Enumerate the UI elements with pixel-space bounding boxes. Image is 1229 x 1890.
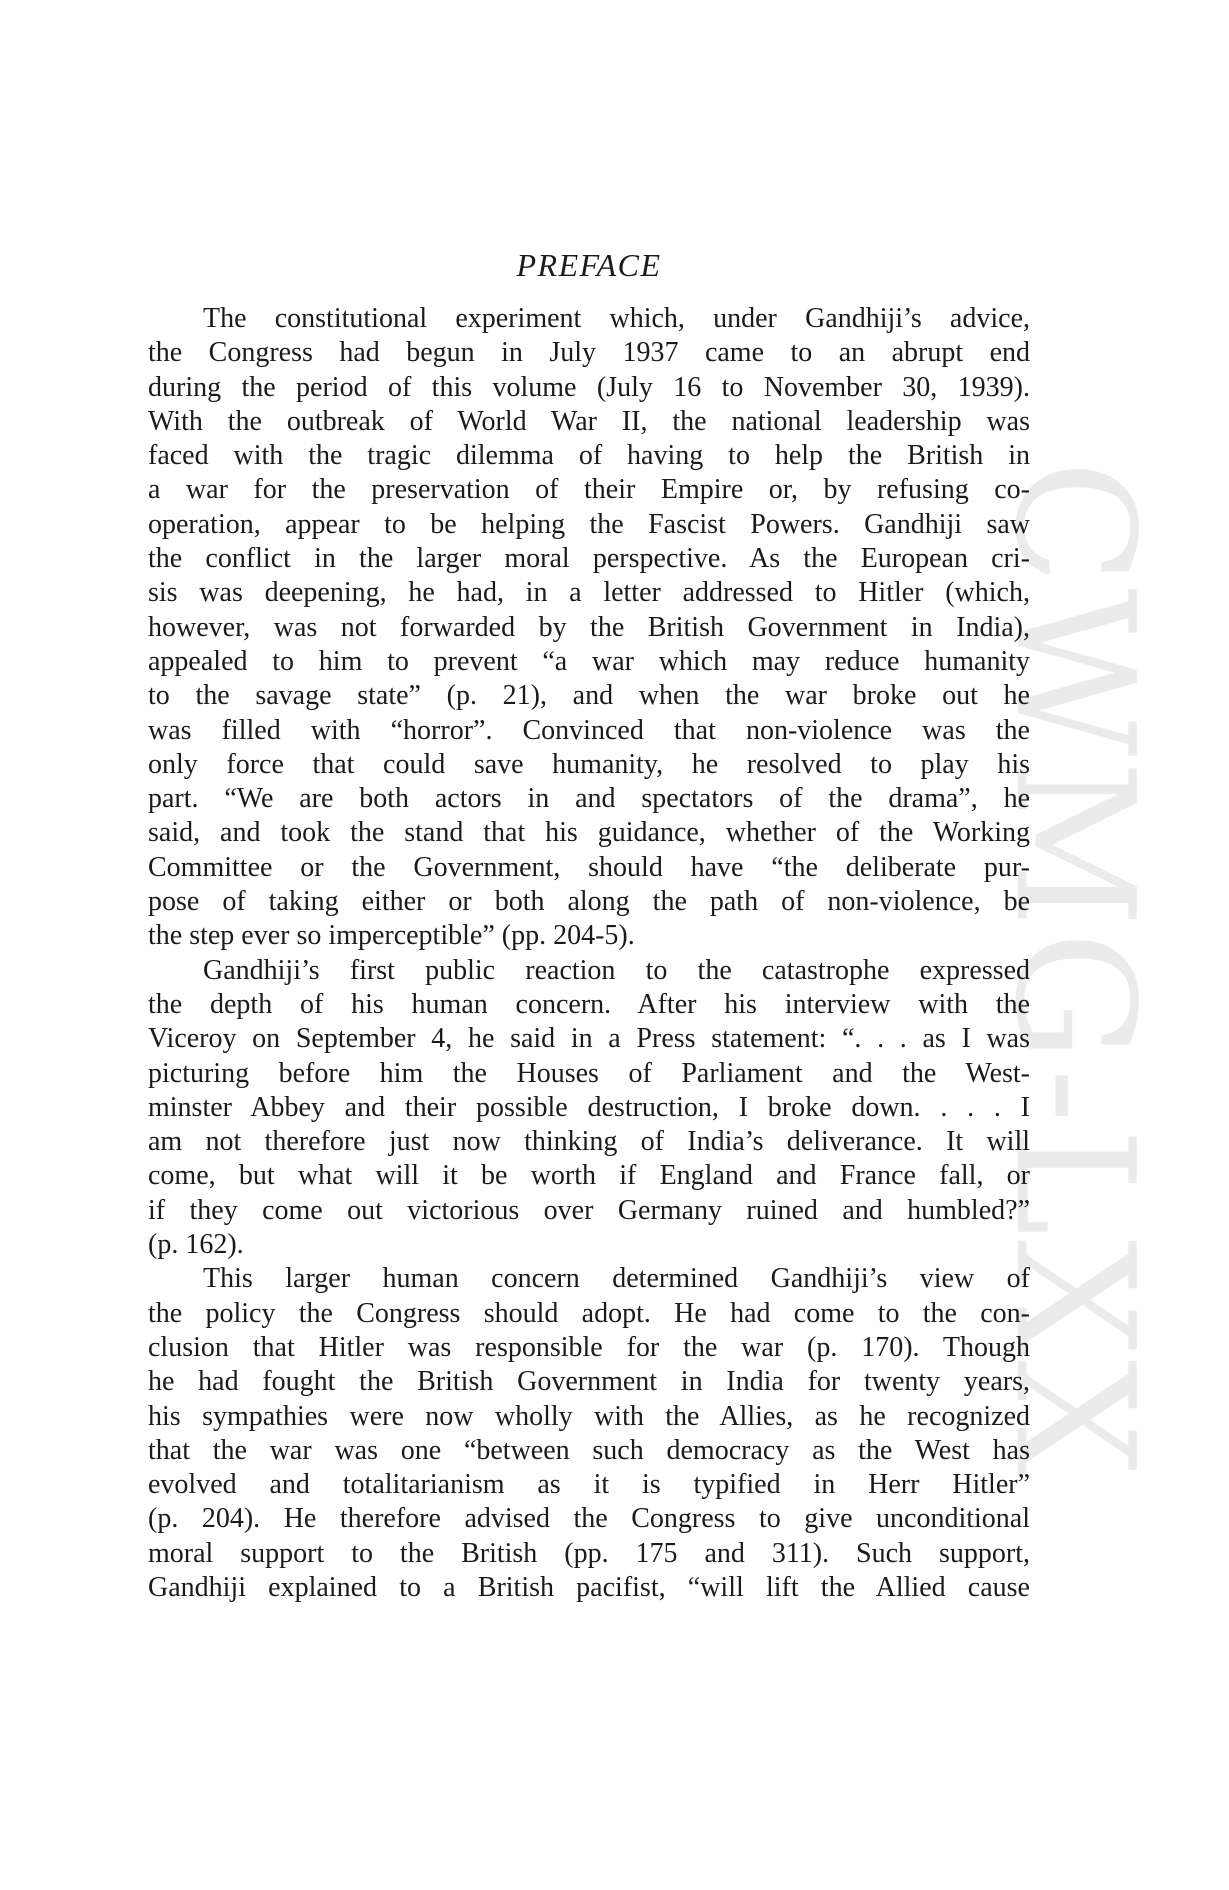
text-line: the step ever so imperceptible” (pp. 204-5). [148, 920, 635, 952]
preface-text [148, 302, 1030, 1605]
text-line: only force that could save humanity, he resolved to play his [148, 748, 1030, 780]
text-line: the policy the Congress should adopt. He had come to the con- [148, 1297, 1030, 1329]
text-line: faced with the tragic dilemma of having to help the British in [148, 440, 1030, 472]
text-line: a war for the preservation of their Empire or, by refusing co- [148, 474, 1030, 506]
text-line: to the savage state” (p. 21), and when the war broke out he [148, 680, 1030, 712]
paragraph [148, 302, 1030, 954]
text-line: am not therefore just now thinking of India’s deliverance. It will [148, 1126, 1030, 1158]
text-line: part. “We are both actors in and spectators of the drama”, he [148, 783, 1030, 815]
text-line: during the period of this volume (July 16 to November 30, 1939). [148, 371, 1030, 403]
text-line: Viceroy on September 4, he said in a Press statement: “. . . as I was [148, 1023, 1030, 1055]
text-line: appealed to him to prevent “a war which may reduce humanity [148, 645, 1030, 677]
text-line: minster Abbey and their possible destruction, I broke down. . . . I [148, 1091, 1030, 1123]
text-line: sis was deepening, he had, in a letter addressed to Hitler (which, [148, 577, 1030, 609]
text-line: Gandhiji explained to a British pacifist, “will lift the Allied cause [148, 1571, 1030, 1603]
paragraph [148, 954, 1030, 1263]
text-line: This larger human concern determined Gandhiji’s view of [203, 1263, 1030, 1295]
text-line: pose of taking either or both along the path of non-violence, be [148, 886, 1030, 918]
text-line: evolved and totalitarianism as it is typified in Herr Hitler” [148, 1469, 1030, 1501]
text-line: that the war was one “between such democracy as the West has [148, 1434, 1030, 1466]
text-line: the Congress had begun in July 1937 came to an abrupt end [148, 337, 1030, 369]
text-line: Gandhiji’s first public reaction to the catastrophe expressed [203, 954, 1030, 986]
volume-watermark: CWMG-LXX [979, 460, 1168, 1480]
text-line: however, was not forwarded by the British Government in India), [148, 611, 1030, 643]
page-title: PREFACE [516, 247, 662, 283]
text-line: the conflict in the larger moral perspective. As the European cri- [148, 543, 1030, 575]
text-line: said, and took the stand that his guidance, whether of the Working [148, 817, 1030, 849]
text-line: clusion that Hitler was responsible for the war (p. 170). Though [148, 1331, 1030, 1363]
paragraph [148, 1262, 1030, 1605]
text-line: operation, appear to be helping the Fascist Powers. Gandhiji saw [148, 508, 1030, 540]
text-line: he had fought the British Government in India for twenty years, [148, 1366, 1030, 1398]
text-line: if they come out victorious over Germany ruined and humbled?” [148, 1194, 1030, 1226]
text-line: come, but what will it be worth if England and France fall, or [148, 1160, 1030, 1192]
text-line: his sympathies were now wholly with the Allies, as he recognized [148, 1400, 1030, 1432]
text-line: With the outbreak of World War II, the national leadership was [148, 405, 1030, 437]
text-line: was filled with “horror”. Convinced that non-violence was the [148, 714, 1030, 746]
text-line: the depth of his human concern. After his interview with the [148, 988, 1030, 1020]
text-line: (p. 162). [148, 1229, 244, 1261]
text-line: (p. 204). He therefore advised the Congress to give unconditional [148, 1503, 1030, 1535]
text-line: moral support to the British (pp. 175 and 311). Such support, [148, 1537, 1030, 1569]
text-line: Committee or the Government, should have “the deliberate pur- [148, 851, 1030, 883]
text-line: picturing before him the Houses of Parliament and the West- [148, 1057, 1030, 1089]
text-line: The constitutional experiment which, under Gandhiji’s advice, [203, 303, 1030, 334]
